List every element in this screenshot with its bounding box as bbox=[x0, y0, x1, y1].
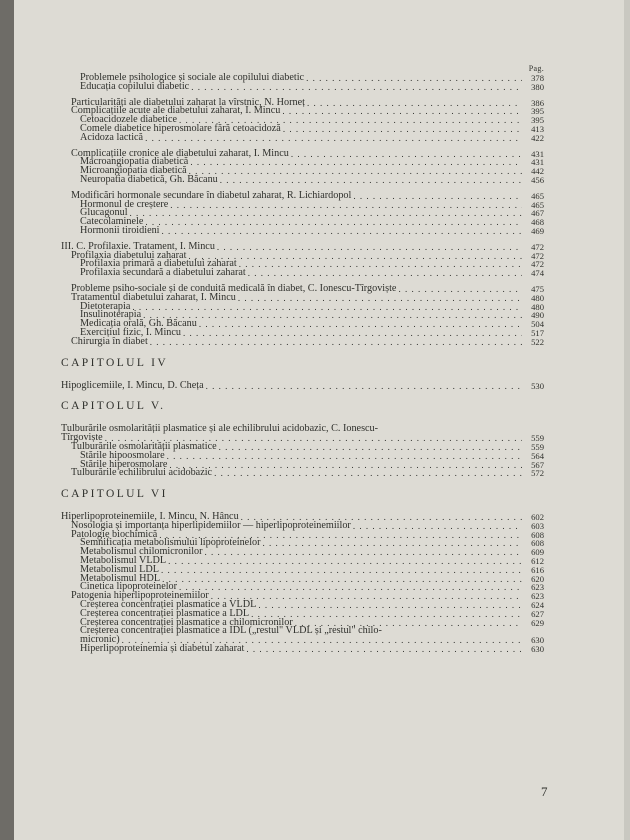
toc-entry-page: 616 bbox=[531, 564, 544, 575]
toc-entry-page: 472 bbox=[531, 259, 544, 270]
toc-entry-title: Stările hiperosmolare bbox=[80, 458, 168, 470]
toc-entry-page: 559 bbox=[531, 441, 544, 452]
toc-entry-title: Tulburările osmolarității plasmatice bbox=[71, 440, 217, 452]
dot-leader bbox=[219, 443, 522, 452]
toc-entry-title: Particularități ale diabetului zaharat la vîrstnic, N. Horneț bbox=[71, 96, 305, 108]
toc-entry-page: 468 bbox=[531, 217, 544, 228]
toc-entry-title: Probleme psiho-sociale și de conduită medicală în diabet, C. Ionescu-Tîrgoviște bbox=[71, 282, 397, 294]
toc-entry-title: Semnificația metabolismului lipoproteinelor bbox=[80, 537, 261, 549]
chapter-heading: CAPITOLUL IV bbox=[61, 356, 169, 369]
toc-entry-page: 623 bbox=[531, 591, 544, 602]
toc-entry-page: 431 bbox=[531, 148, 544, 159]
toc-entry-title: Complicațiile acute ale diabetului zaharat, I. Mincu bbox=[71, 105, 281, 117]
toc-entry-title: Metabolismul HDL bbox=[80, 572, 161, 584]
dot-leader bbox=[189, 167, 522, 176]
dot-leader bbox=[183, 329, 522, 338]
toc-entry-page: 465 bbox=[531, 199, 544, 210]
dot-leader bbox=[170, 201, 522, 210]
toc-entry-page: 504 bbox=[531, 319, 544, 330]
toc-entry bbox=[61, 425, 544, 434]
toc-entry-title: Tîrgoviște bbox=[61, 432, 103, 444]
toc-entry-title: Educația copilului diabetic bbox=[80, 80, 190, 92]
dot-leader bbox=[282, 107, 522, 116]
toc-entry-page: 522 bbox=[531, 336, 544, 347]
dot-leader bbox=[206, 382, 522, 391]
dot-leader bbox=[145, 218, 522, 227]
toc-entry bbox=[61, 469, 544, 478]
toc-entry bbox=[61, 645, 544, 654]
dot-leader bbox=[398, 285, 522, 294]
toc-entry-title: Stările hipoosmolare bbox=[80, 449, 165, 461]
toc-entry-title: Hiperlipoproteinemia și diabetul zaharat bbox=[80, 643, 245, 655]
dot-leader bbox=[214, 469, 522, 478]
toc-entry-page: 612 bbox=[531, 556, 544, 567]
toc-entry-page: 603 bbox=[531, 520, 544, 531]
dot-leader bbox=[161, 566, 522, 575]
dot-leader bbox=[307, 99, 522, 108]
toc-entry-page: 465 bbox=[531, 190, 544, 201]
toc-entries bbox=[61, 74, 544, 654]
dot-leader bbox=[263, 539, 522, 548]
toc-entry-page: 623 bbox=[531, 582, 544, 593]
toc-entry-page: 469 bbox=[531, 225, 544, 236]
dot-leader bbox=[145, 134, 522, 143]
toc-entry-title: Profilaxia secundară a diabetului zaharat bbox=[80, 267, 246, 279]
toc-entry bbox=[61, 627, 544, 636]
toc-entry-page: 474 bbox=[531, 268, 544, 279]
toc-entry-title: Neuropatia diabetică, Gh. Băcanu bbox=[80, 173, 218, 185]
toc-entry-title: Nosologia și importanța hiperlipidemiilor — hiperlipoproteinemiilor bbox=[71, 519, 351, 531]
toc-entry-page: 431 bbox=[531, 157, 544, 168]
toc-entry-page: 530 bbox=[531, 380, 544, 391]
toc-entry-title: Creșterea concentrației plasmatice a chilomicronilor bbox=[80, 616, 293, 628]
toc-entry-page: 378 bbox=[531, 73, 544, 83]
toc-entry-title: Medicația orală, Gh. Băcanu bbox=[80, 318, 197, 330]
toc-entry-title: Cinetica lipoproteinelor bbox=[80, 581, 178, 593]
toc-entry-page: 386 bbox=[531, 97, 544, 108]
dot-leader bbox=[130, 209, 522, 218]
toc-entry-page: 395 bbox=[531, 106, 544, 117]
dot-leader bbox=[291, 150, 522, 159]
toc-entry-page: 620 bbox=[531, 573, 544, 584]
dot-leader bbox=[248, 269, 522, 278]
toc-entry-page: 472 bbox=[531, 250, 544, 261]
toc-entry-title: Acidoza lactică bbox=[80, 131, 144, 143]
toc-entry-title: Metabolismul VLDL bbox=[80, 555, 167, 567]
toc-entry-title: Comele diabetice hiperosmolare fără cetoacidoză bbox=[80, 122, 281, 134]
dot-leader bbox=[205, 548, 522, 557]
dot-leader bbox=[199, 320, 522, 329]
toc-entry-title: Insulinoterapia bbox=[80, 309, 142, 321]
toc-entry-title: Cetoacidozele diabetice bbox=[80, 114, 178, 126]
dot-leader bbox=[238, 294, 522, 303]
toc-entry-title: Metabolismul LDL bbox=[80, 563, 159, 575]
toc-entry-page: 629 bbox=[531, 617, 544, 628]
dot-leader bbox=[168, 557, 522, 566]
toc-entry-title: Problemele psihologice și sociale ale copilului diabetic bbox=[80, 72, 305, 83]
dot-leader bbox=[353, 192, 522, 201]
dot-leader bbox=[132, 303, 522, 312]
toc-entry-title: Patologie biochimică bbox=[71, 528, 158, 540]
toc-entry-page: 567 bbox=[531, 459, 544, 470]
dot-leader bbox=[239, 260, 522, 269]
toc-entry-page: 472 bbox=[531, 241, 544, 252]
toc-entry-title: Tratamentul diabetului zaharat, I. Mincu bbox=[71, 291, 236, 303]
dot-leader bbox=[162, 575, 522, 584]
toc-entry-title: Creșterea concentrației plasmatice a IDL („restul" VLDL și „restul" chilo- bbox=[80, 625, 382, 637]
toc-entry-page: 517 bbox=[531, 327, 544, 338]
toc-entry-page: 627 bbox=[531, 608, 544, 619]
toc-entry-page: 380 bbox=[531, 81, 544, 92]
toc-entry-page: 442 bbox=[531, 166, 544, 177]
toc-entry-title: Glucagonul bbox=[80, 207, 128, 219]
dot-leader bbox=[169, 461, 522, 470]
toc-entry bbox=[61, 291, 544, 303]
toc-entry-title: Hormonii tiroidieni bbox=[80, 224, 160, 236]
toc-entry-title: Dietoterapia bbox=[80, 300, 131, 312]
toc-entry-page: 608 bbox=[531, 529, 544, 540]
dot-leader bbox=[150, 338, 522, 347]
toc-entry-page: 475 bbox=[531, 283, 544, 294]
toc-entry-title: Microangiopatia diabetică bbox=[80, 165, 187, 177]
toc-entry-page: 422 bbox=[531, 132, 544, 143]
toc-entry-page: 413 bbox=[531, 123, 544, 134]
toc-entry bbox=[61, 379, 544, 391]
page-column-header: Pag. bbox=[528, 64, 544, 73]
toc-entry-title: Tulburările osmolarității plasmatice și ale echilibrului acidobazic, C. Ionescu- bbox=[61, 423, 379, 435]
book-page bbox=[14, 0, 624, 840]
chapter-heading: CAPITOLUL V. bbox=[61, 400, 166, 413]
toc-entry-title: Creșterea concentrației plasmatice a VLDL bbox=[80, 599, 257, 611]
toc-entry bbox=[61, 198, 544, 210]
toc-entry-page: 559 bbox=[531, 433, 544, 444]
toc-entry-page: 480 bbox=[531, 301, 544, 312]
toc-entry-page: 602 bbox=[531, 512, 544, 523]
toc-entry-title: Creșterea concentrației plasmatice a LDL bbox=[80, 607, 250, 619]
toc-entry-title: Profilaxia diabetului zaharat bbox=[71, 249, 187, 261]
toc-entry-page: 609 bbox=[531, 547, 544, 558]
chapter-heading: CAPITOLUL VI bbox=[61, 488, 168, 501]
toc-entry-title: Macroangiopatia diabetică bbox=[80, 156, 189, 168]
dot-leader bbox=[220, 176, 522, 185]
toc-entry-title: Tulburările echilibrului acidobazic bbox=[71, 467, 213, 479]
toc-entry-title: Hiperlipoproteinemiile, I. Mincu, N. Hâncu bbox=[61, 511, 239, 523]
toc-entry-page: 395 bbox=[531, 115, 544, 126]
dot-leader bbox=[190, 158, 522, 167]
dot-leader bbox=[283, 125, 522, 134]
toc-entry-title: III. C. Profilaxie. Tratament, I. Mincu bbox=[61, 240, 215, 252]
toc-entry-title: Catecolaminele bbox=[80, 216, 144, 228]
toc-entry bbox=[61, 131, 544, 143]
dot-leader bbox=[217, 243, 522, 252]
toc-entry-page: 490 bbox=[531, 310, 544, 321]
page-number: 7 bbox=[541, 784, 548, 799]
toc-entry-page: 456 bbox=[531, 174, 544, 185]
toc-entry-title: micronic) bbox=[80, 634, 120, 646]
toc-entry-page: 564 bbox=[531, 450, 544, 461]
dot-leader bbox=[211, 592, 522, 601]
toc-entry-page: 630 bbox=[531, 635, 544, 646]
toc-entry bbox=[61, 80, 544, 92]
dot-leader bbox=[162, 227, 522, 236]
toc-entry bbox=[61, 335, 544, 347]
dot-leader bbox=[258, 601, 522, 610]
toc-entry-title: Exercițiul fizic, I. Mincu bbox=[80, 326, 181, 338]
dot-leader bbox=[143, 311, 522, 320]
dot-leader bbox=[353, 522, 522, 531]
toc-entry-page: 624 bbox=[531, 600, 544, 611]
toc-entry-title: Chirurgia în diabet bbox=[71, 335, 148, 347]
toc-entry-title: Modificări hormonale secundare în diabetul zaharat, R. Lichiardopol bbox=[71, 189, 352, 201]
dot-leader bbox=[191, 83, 522, 92]
toc-entry-title: Metabolismul chilomicronilor bbox=[80, 546, 203, 558]
toc-entry bbox=[61, 173, 544, 185]
toc-entry-title: Profilaxia primară a diabetului zaharat bbox=[80, 258, 237, 270]
toc-entry-title: Hormonul de creștere bbox=[80, 198, 169, 210]
dot-leader bbox=[179, 583, 522, 592]
toc-entry-title: Hipoglicemiile, I. Mincu, D. Cheța bbox=[61, 379, 204, 391]
dot-leader bbox=[188, 252, 522, 261]
toc-entry-page: 630 bbox=[531, 644, 544, 655]
toc-entry-title: Complicațiile cronice ale diabetului zaharat, I. Mincu bbox=[71, 147, 289, 159]
toc-entry bbox=[61, 269, 544, 278]
book-spine-shadow bbox=[0, 0, 14, 840]
toc-entry-page: 480 bbox=[531, 292, 544, 303]
toc-entry-page: 467 bbox=[531, 208, 544, 219]
dot-leader bbox=[306, 74, 522, 83]
toc-entry-page: 572 bbox=[531, 468, 544, 479]
toc-entry-page: 608 bbox=[531, 538, 544, 549]
toc-entry-title: Patogenia hiperlipoproteinemiilor bbox=[71, 590, 209, 602]
dot-leader bbox=[167, 452, 522, 461]
dot-leader bbox=[246, 645, 522, 654]
toc-entry bbox=[61, 224, 544, 236]
